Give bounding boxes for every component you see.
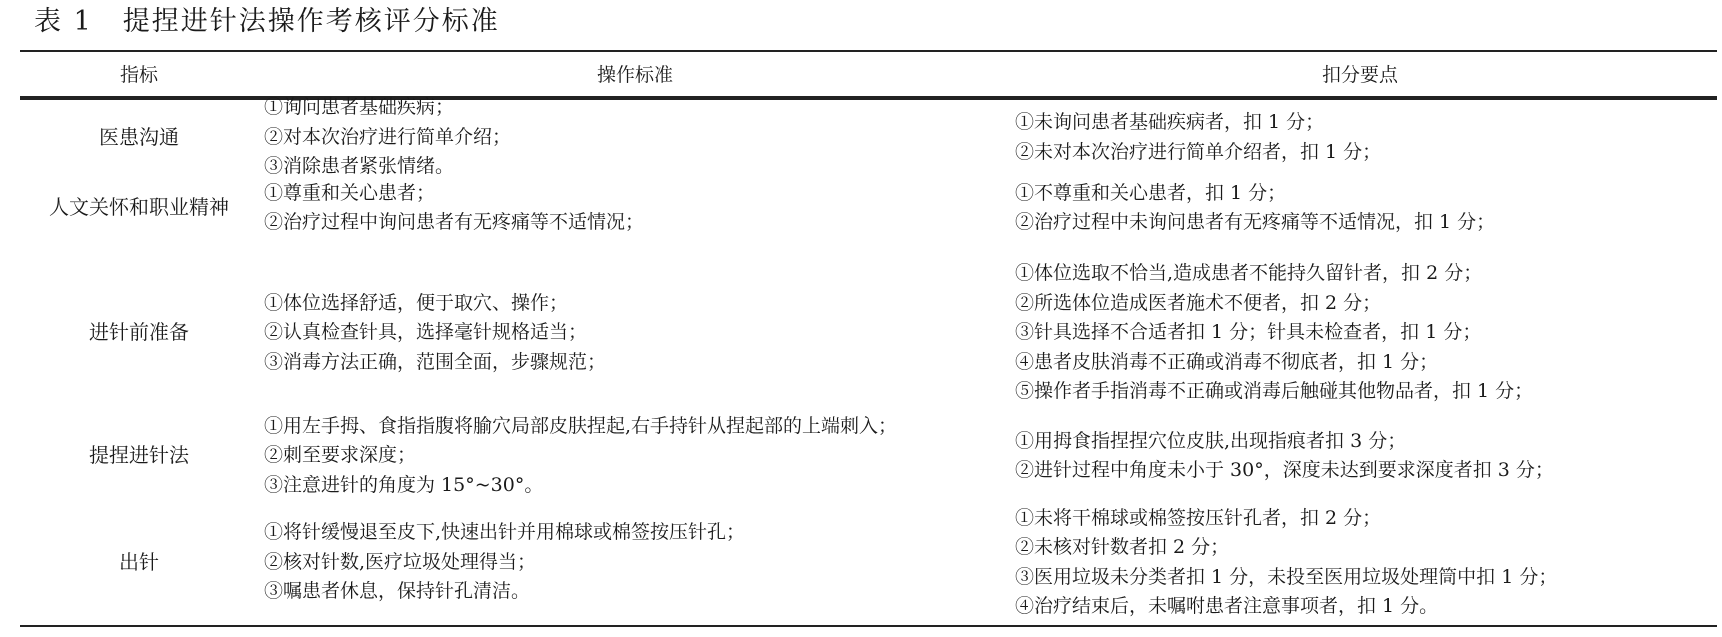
table-row	[30, 502, 1720, 623]
deduction-line: ②所选体位造成医者施术不便者，扣 2 分；	[1015, 291, 1382, 314]
standard-cell	[264, 258, 1044, 408]
standard-line: ②治疗过程中询问患者有无疼痛等不适情况；	[264, 211, 645, 233]
row-name-cell	[30, 258, 248, 408]
row-name: 提捏进针法	[89, 443, 189, 468]
deduction-line: ①未询问患者基础疾病者，扣 1 分；	[1015, 111, 1325, 133]
row-name-cell	[30, 179, 248, 237]
deduction-line: ②进针过程中角度未小于 30°，深度未达到要求深度者扣 3 分；	[1015, 459, 1554, 481]
standard-line: ③消毒方法正确，范围全面，步骤规范；	[264, 350, 607, 373]
table-title: 提捏进针法操作考核评分标准	[122, 6, 500, 37]
standard-cell	[264, 502, 1044, 623]
table-caption	[34, 2, 500, 42]
deduction-cell	[1015, 410, 1715, 502]
standard-line: ②认真检查针具，选择毫针规格适当；	[264, 321, 588, 344]
table-row	[30, 98, 1720, 177]
deduction-cell	[1015, 258, 1715, 408]
bottom-rule	[20, 625, 1717, 627]
standard-line: ③嘱患者休息，保持针孔清洁。	[264, 580, 531, 603]
row-name-cell	[30, 502, 248, 623]
standard-cell	[264, 410, 1044, 502]
standard-line: ②核对针数,医疗垃圾处理得当；	[264, 550, 537, 573]
standard-line: ①体位选择舒适，便于取穴、操作；	[264, 291, 569, 314]
deduction-line: ①不尊重和关心患者，扣 1 分；	[1015, 181, 1287, 204]
deduction-line: ①未将干棉球或棉签按压针孔者，扣 2 分；	[1015, 506, 1382, 529]
standard-line: ②刺至要求深度；	[264, 444, 417, 467]
table-number: 表 1	[34, 6, 93, 37]
column-header-indicator: 指标	[119, 64, 158, 86]
deduction-line: ⑤操作者手指消毒不正确或消毒后触碰其他物品者，扣 1 分；	[1015, 380, 1534, 403]
row-name: 医患沟通	[99, 124, 179, 149]
deduction-line: ③医用垃圾未分类者扣 1 分，未投至医用垃圾处理筒中扣 1 分；	[1015, 565, 1558, 588]
standard-line: ①询问患者基础疾病；	[264, 96, 455, 119]
deduction-line: ②未核对针数者扣 2 分；	[1015, 536, 1230, 558]
row-name: 人文关怀和职业精神	[49, 195, 229, 220]
table-row	[30, 410, 1720, 502]
deduction-cell	[1015, 502, 1715, 623]
deduction-cell	[1015, 98, 1715, 177]
top-rule	[20, 50, 1717, 52]
table-row	[30, 258, 1720, 408]
row-name: 进针前准备	[89, 320, 189, 345]
standard-line: ③消除患者紧张情绪。	[264, 155, 455, 178]
standard-cell	[264, 179, 1044, 237]
row-name-cell	[30, 98, 248, 177]
deduction-line: ①用拇食指捏捏穴位皮肤,出现指痕者扣 3 分；	[1015, 429, 1407, 452]
column-header-deduction: 扣分要点	[1321, 64, 1398, 86]
standard-line: ①尊重和关心患者；	[264, 181, 436, 204]
deduction-line: ②未对本次治疗进行简单介绍者，扣 1 分；	[1015, 140, 1382, 163]
deduction-line: ④患者皮肤消毒不正确或消毒不彻底者，扣 1 分；	[1015, 350, 1439, 373]
standard-line: ①将针缓慢退至皮下,快速出针并用棉球或棉签按压针孔；	[264, 521, 746, 544]
standard-line: ③注意进针的角度为 15°~30°。	[264, 473, 544, 496]
deduction-cell	[1015, 179, 1715, 237]
deduction-line: ①体位选取不恰当,造成患者不能持久留针者，扣 2 分；	[1015, 262, 1483, 285]
standard-line: ②对本次治疗进行简单介绍；	[264, 125, 512, 148]
table-row	[30, 179, 1720, 237]
column-header-standard: 操作标准	[596, 64, 673, 86]
deduction-line: ④治疗结束后，未嘱咐患者注意事项者，扣 1 分。	[1015, 595, 1439, 617]
row-name-cell	[30, 410, 248, 502]
row-name: 出针	[119, 549, 159, 574]
standard-cell	[264, 98, 1044, 177]
deduction-line: ③针具选择不合适者扣 1 分；针具未检查者，扣 1 分；	[1015, 321, 1482, 344]
standard-line: ①用左手拇、食指指腹将腧穴局部皮肤捏起,右手持针从捏起部的上端刺入；	[264, 414, 898, 437]
deduction-line: ②治疗过程中未询问患者有无疼痛等不适情况，扣 1 分；	[1015, 211, 1496, 233]
